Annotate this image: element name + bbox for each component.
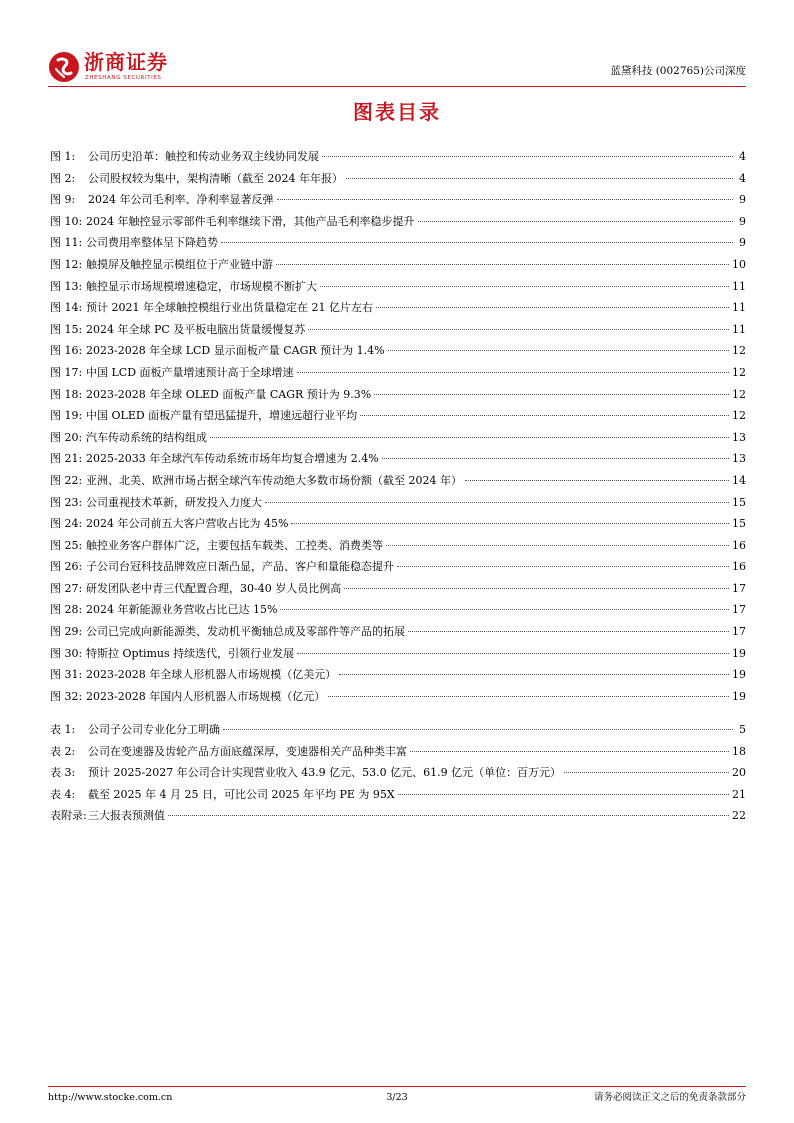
toc-entry-title[interactable]: 汽车传动系统的结构组成: [86, 430, 207, 444]
toc-entry-page: 11: [732, 279, 746, 293]
toc-entry-title[interactable]: 截至 2025 年 4 月 25 日，可比公司 2025 年平均 PE 为 95X: [88, 787, 395, 801]
toc-entry-title[interactable]: 触控显示市场规模增速稳定，市场规模不断扩大: [86, 279, 317, 293]
header-rule: [48, 86, 746, 87]
page-title: 图表目录: [353, 100, 441, 124]
figure-toc-entry[interactable]: [50, 168, 746, 190]
toc-entry-page: 13: [732, 452, 746, 466]
figure-toc-entry[interactable]: [50, 535, 746, 557]
toc-leader-dots: [221, 242, 733, 243]
figure-toc-entry[interactable]: [50, 664, 746, 686]
toc-leader-dots: [397, 566, 729, 567]
toc-leader-dots: [322, 156, 733, 157]
figure-toc-entry[interactable]: [50, 297, 746, 319]
toc-leader-dots: [265, 502, 729, 503]
figure-toc-entry[interactable]: [50, 427, 746, 449]
toc-entry-title[interactable]: 2025-2033 年全球汽车传动系统市场年均复合增速为 2.4%: [86, 452, 379, 466]
table-list: [50, 719, 746, 827]
figure-toc-entry[interactable]: [50, 340, 746, 362]
toc-entry-label: 表 3:: [50, 766, 76, 780]
toc-entry-title[interactable]: 预计 2021 年全球触控模组行业出货量稳定在 21 亿片左右: [86, 301, 373, 315]
toc-entry-page: 17: [732, 625, 746, 639]
toc-entry-page: 17: [732, 581, 746, 595]
toc-leader-dots: [465, 480, 729, 481]
figure-toc-entry[interactable]: [50, 146, 746, 168]
toc-entry-title[interactable]: 预计 2025-2027 年公司合计实现营业收入 43.9 亿元、53.0 亿元、61.9 亿元（单位：百万元）: [88, 766, 562, 780]
toc-entry-page: 5: [739, 723, 746, 736]
toc-entry-page: 10: [732, 257, 746, 271]
toc-entry-title[interactable]: 触控业务客户群体广泛，主要包括车载类、工控类、消费类等: [86, 538, 383, 552]
toc-leader-dots: [374, 394, 729, 395]
toc-entry-title[interactable]: 公司费用率整体呈下降趋势: [86, 236, 218, 250]
toc-entry-page: 18: [732, 744, 746, 758]
toc-entry-label: 图 26:: [50, 560, 83, 574]
toc-entry-page: 19: [732, 668, 746, 682]
toc-entry-page: 12: [732, 344, 746, 358]
toc-entry-page: 16: [732, 560, 746, 574]
toc-entry-label: 表 1:: [50, 723, 76, 736]
toc-entry-label: 图 19:: [50, 409, 83, 423]
toc-entry-title[interactable]: 2023-2028 年全球 OLED 面板产量 CAGR 预计为 9.3%: [86, 387, 372, 401]
toc-leader-dots: [280, 609, 729, 610]
page-number: 3/23: [386, 1092, 408, 1103]
figure-toc-entry[interactable]: [50, 513, 746, 535]
toc-entry-label: 图 11:: [50, 236, 83, 250]
toc-leader-dots: [339, 674, 729, 675]
toc-entry-page: 11: [732, 301, 746, 315]
toc-entry-title[interactable]: 2024 年触控显示零部件毛利率继续下滑，其他产品毛利率稳步提升: [86, 214, 415, 228]
figure-toc-entry[interactable]: [50, 254, 746, 276]
toc-entry-label: 图 27:: [50, 581, 83, 595]
toc-entry-page: 17: [732, 603, 746, 617]
toc-entry-page: 19: [732, 646, 746, 660]
toc-leader-dots: [308, 329, 729, 330]
toc-entry-page: 12: [732, 387, 746, 401]
toc-entry-title[interactable]: 公司已完成向新能源类、发动机平衡轴总成及零部件等产品的拓展: [86, 625, 405, 639]
figure-toc-entry[interactable]: [50, 276, 746, 298]
toc-entry-page: 12: [732, 409, 746, 423]
toc-entry-label: 图 29:: [50, 625, 83, 639]
toc-entry-label: 图 12:: [50, 257, 83, 271]
toc-leader-dots: [168, 815, 729, 816]
toc-entry-title[interactable]: 公司股权较为集中，架构清晰（截至 2024 年年报）: [88, 171, 343, 185]
toc-entry-title[interactable]: 公司在变速器及齿轮产品方面底蕴深厚，变速器相关产品种类丰富: [88, 744, 407, 758]
figure-toc-entry[interactable]: [50, 211, 746, 233]
toc-leader-dots: [344, 588, 729, 589]
toc-entry-label: 图 24:: [50, 517, 83, 531]
toc-leader-dots: [410, 751, 729, 752]
toc-leader-dots: [382, 458, 729, 459]
toc-leader-dots: [276, 264, 729, 265]
toc-entry-title[interactable]: 2023-2028 年全球人形机器人市场规模（亿美元）: [86, 668, 337, 682]
toc-entry-page: 19: [732, 689, 746, 703]
toc-entry-page: 21: [732, 787, 746, 801]
toc-entry-page: 12: [732, 365, 746, 379]
figure-toc-entry[interactable]: [50, 448, 746, 470]
toc-entry-label: 表附录:: [50, 809, 87, 823]
figure-toc-entry[interactable]: [50, 384, 746, 406]
toc-entry-title[interactable]: 子公司台冠科技品牌效应日渐凸显，产品、客户和量能稳态提升: [86, 560, 394, 574]
figure-toc-entry[interactable]: [50, 189, 746, 211]
toc-entry-page: 4: [739, 171, 746, 185]
toc-entry-page: 15: [732, 517, 746, 531]
toc-entry-page: 9: [739, 193, 746, 207]
toc-entry-page: 11: [732, 322, 746, 336]
figure-toc-entry[interactable]: [50, 232, 746, 254]
toc-leader-dots: [328, 696, 729, 697]
toc-leader-dots: [223, 729, 733, 730]
toc-leader-dots: [388, 350, 729, 351]
toc-entry-title[interactable]: 2023-2028 年国内人形机器人市场规模（亿元）: [86, 689, 326, 703]
toc-entry-label: 图 23:: [50, 495, 83, 509]
logo-subtitle: ZHESHANG SECURITIES: [85, 75, 162, 81]
table-toc-entry[interactable]: [50, 719, 746, 741]
toc-entry-label: 图 16:: [50, 344, 83, 358]
toc-entry-page: 14: [732, 473, 746, 487]
toc-entry-title[interactable]: 触摸屏及触控显示模组位于产业链中游: [86, 257, 273, 271]
toc-entry-title[interactable]: 2024 年公司毛利率、净利率显著反弹: [88, 193, 274, 207]
toc-entry-page: 9: [739, 214, 746, 228]
toc-entry-label: 图 30:: [50, 646, 83, 660]
toc-entry-label: 图 20:: [50, 430, 83, 444]
table-toc-entry[interactable]: [50, 741, 746, 763]
toc-entry-label: 图 1:: [50, 150, 76, 163]
toc-entry-title[interactable]: 中国 OLED 面板产量有望迅猛提升，增速远超行业平均: [86, 409, 358, 423]
toc-entry-page: 4: [739, 150, 746, 163]
logo-text: 浙商证券: [84, 50, 168, 74]
toc-entry-label: 图 21:: [50, 452, 83, 466]
figure-list: [50, 146, 746, 707]
toc-entry-title[interactable]: 公司子公司专业化分工明确: [88, 723, 220, 736]
toc-entry-title[interactable]: 中国 LCD 面板产量增速预计高于全球增速: [86, 365, 294, 379]
toc-entry-title[interactable]: 2024 年新能源业务营收占比已达 15%: [86, 603, 278, 617]
table-toc-entry[interactable]: [50, 805, 746, 827]
toc-entry-label: 图 10:: [50, 214, 83, 228]
toc-entry-label: 图 13:: [50, 279, 83, 293]
company-logo: [48, 50, 218, 86]
toc-leader-dots: [297, 653, 729, 654]
footer-rule: [48, 1086, 746, 1087]
toc-leader-dots: [210, 437, 729, 438]
toc-leader-dots: [376, 307, 729, 308]
toc-entry-page: 16: [732, 538, 746, 552]
toc-leader-dots: [277, 199, 734, 200]
toc-leader-dots: [418, 221, 734, 222]
toc-leader-dots: [386, 545, 729, 546]
figure-toc-entry[interactable]: [50, 686, 746, 708]
toc-entry-label: 图 22:: [50, 473, 83, 487]
figure-toc-entry[interactable]: [50, 470, 746, 492]
toc-entry-title[interactable]: 2023-2028 年全球 LCD 显示面板产量 CAGR 预计为 1.4%: [86, 344, 385, 358]
toc-leader-dots: [320, 286, 729, 287]
zheshang-logo-icon: [48, 51, 80, 83]
footer-url[interactable]: http://www.stocke.com.cn: [48, 1092, 173, 1103]
toc-entry-label: 图 28:: [50, 603, 83, 617]
toc-entry-label: 图 9:: [50, 193, 76, 207]
toc-entry-label: 图 2:: [50, 171, 76, 185]
figure-toc-entry[interactable]: [50, 556, 746, 578]
toc-leader-dots: [408, 631, 729, 632]
toc-entry-title[interactable]: 三大报表预测值: [88, 809, 165, 823]
figure-toc-entry[interactable]: [50, 492, 746, 514]
figure-toc-entry[interactable]: [50, 362, 746, 384]
toc-entry-label: 图 25:: [50, 538, 83, 552]
toc-entry-label: 图 31:: [50, 668, 83, 682]
figure-toc-entry[interactable]: [50, 319, 746, 341]
toc-entry-label: 图 17:: [50, 365, 83, 379]
toc-entry-title[interactable]: 公司重视技术革新，研发投入力度大: [86, 495, 262, 509]
toc-entry-page: 13: [732, 430, 746, 444]
toc-entry-title[interactable]: 亚洲、北美、欧洲市场占据全球汽车传动绝大多数市场份额（截至 2024 年）: [86, 473, 462, 487]
toc-entry-label: 表 4:: [50, 787, 76, 801]
figure-toc-entry[interactable]: [50, 405, 746, 427]
figure-toc-entry[interactable]: [50, 578, 746, 600]
footer-disclaimer: 请务必阅读正文之后的免责条款部分: [593, 1092, 746, 1103]
toc-entry-label: 图 18:: [50, 387, 83, 401]
toc-entry-label: 图 32:: [50, 689, 83, 703]
toc-leader-dots: [564, 772, 729, 773]
table-toc-entry[interactable]: [50, 762, 746, 784]
figure-toc-entry[interactable]: [50, 643, 746, 665]
toc-entry-page: 9: [739, 236, 746, 250]
toc-entry-title[interactable]: 2024 年公司前五大客户营收占比为 45%: [86, 517, 289, 531]
toc-entry-title[interactable]: 公司历史沿革：触控和传动业务双主线协同发展: [88, 150, 319, 163]
toc-leader-dots: [398, 794, 729, 795]
toc-entry-page: 22: [732, 809, 746, 823]
toc-leader-dots: [291, 523, 729, 524]
toc-entry-title[interactable]: 特斯拉 Optimus 持续迭代，引领行业发展: [86, 646, 295, 660]
page-header: [48, 50, 746, 86]
figure-toc-entry[interactable]: [50, 621, 746, 643]
page-footer: [48, 1090, 746, 1106]
report-label: 蓝黛科技 (002765)公司深度: [610, 65, 746, 77]
toc-entry-title[interactable]: 2024 年全球 PC 及平板电脑出货量缓慢复苏: [86, 322, 306, 336]
toc-entry-page: 20: [732, 766, 746, 780]
toc-entry-label: 表 2:: [50, 744, 76, 758]
table-toc-entry[interactable]: [50, 784, 746, 806]
toc-leader-dots: [297, 372, 729, 373]
toc-entry-title[interactable]: 研发团队老中青三代配置合理，30-40 岁人员比例高: [86, 581, 342, 595]
toc-entry-page: 15: [732, 495, 746, 509]
figure-toc-entry[interactable]: [50, 599, 746, 621]
toc-entry-label: 图 15:: [50, 322, 83, 336]
toc-entry-label: 图 14:: [50, 301, 83, 315]
toc-leader-dots: [360, 415, 729, 416]
toc-leader-dots: [346, 178, 733, 179]
